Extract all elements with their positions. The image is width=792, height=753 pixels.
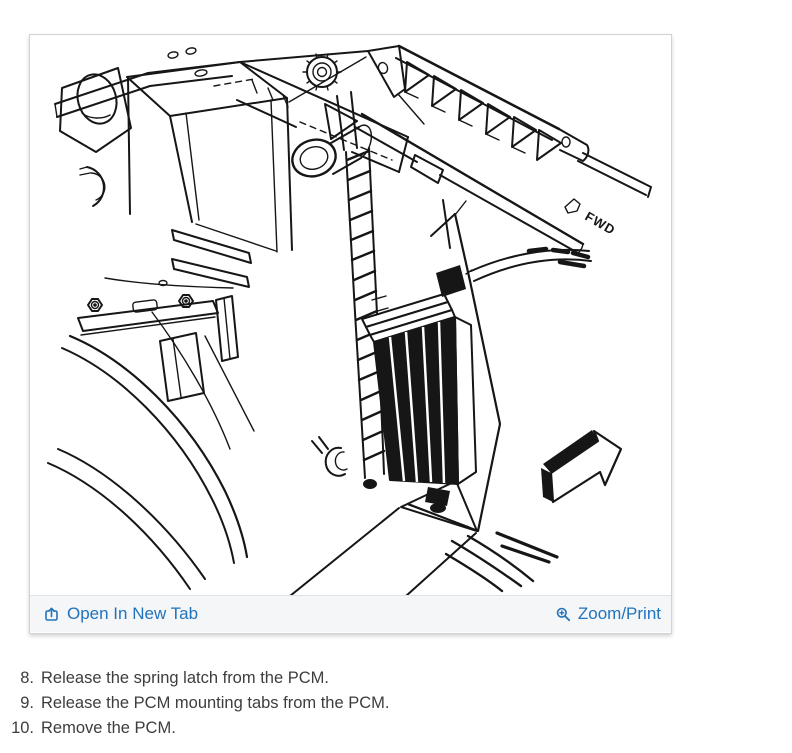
gusseted-rail xyxy=(368,46,651,197)
fwd-marking xyxy=(565,199,618,238)
wheel-arch-lines xyxy=(48,312,247,589)
zoom-print-label: Zoom/Print xyxy=(577,604,661,623)
list-item xyxy=(0,691,792,716)
pcm-location-diagram xyxy=(30,35,671,595)
engine-bay-illustration xyxy=(30,35,671,595)
list-item xyxy=(0,666,792,691)
fwd-arrow-glyph xyxy=(565,199,580,213)
step-number: 8. xyxy=(20,669,34,687)
figure-panel xyxy=(29,34,672,634)
fender-panel-opening xyxy=(60,68,131,206)
open-in-new-tab-icon xyxy=(45,607,60,622)
fwd-label: FWD xyxy=(582,208,619,238)
removal-direction-arrow xyxy=(541,430,621,502)
instruction-list xyxy=(0,666,792,741)
step-text: Release the spring latch from the PCM. xyxy=(41,669,329,687)
zoom-print-link[interactable] xyxy=(556,604,661,624)
magnifier-plus-icon xyxy=(556,607,571,622)
step-text: Release the PCM mounting tabs from the PCM. xyxy=(41,694,390,712)
step-number: 9. xyxy=(20,694,34,712)
pcm-top-connector xyxy=(436,265,466,297)
step-text: Remove the PCM. xyxy=(41,719,176,737)
radiator-support-tower xyxy=(127,62,292,287)
figure-toolbar xyxy=(30,595,671,632)
open-in-new-tab-link[interactable] xyxy=(45,604,198,624)
pcm-module xyxy=(362,265,476,513)
list-item xyxy=(0,716,792,741)
step-number: 10. xyxy=(11,719,34,737)
radiator-hose xyxy=(466,249,591,281)
open-in-new-tab-label: Open In New Tab xyxy=(67,604,199,623)
